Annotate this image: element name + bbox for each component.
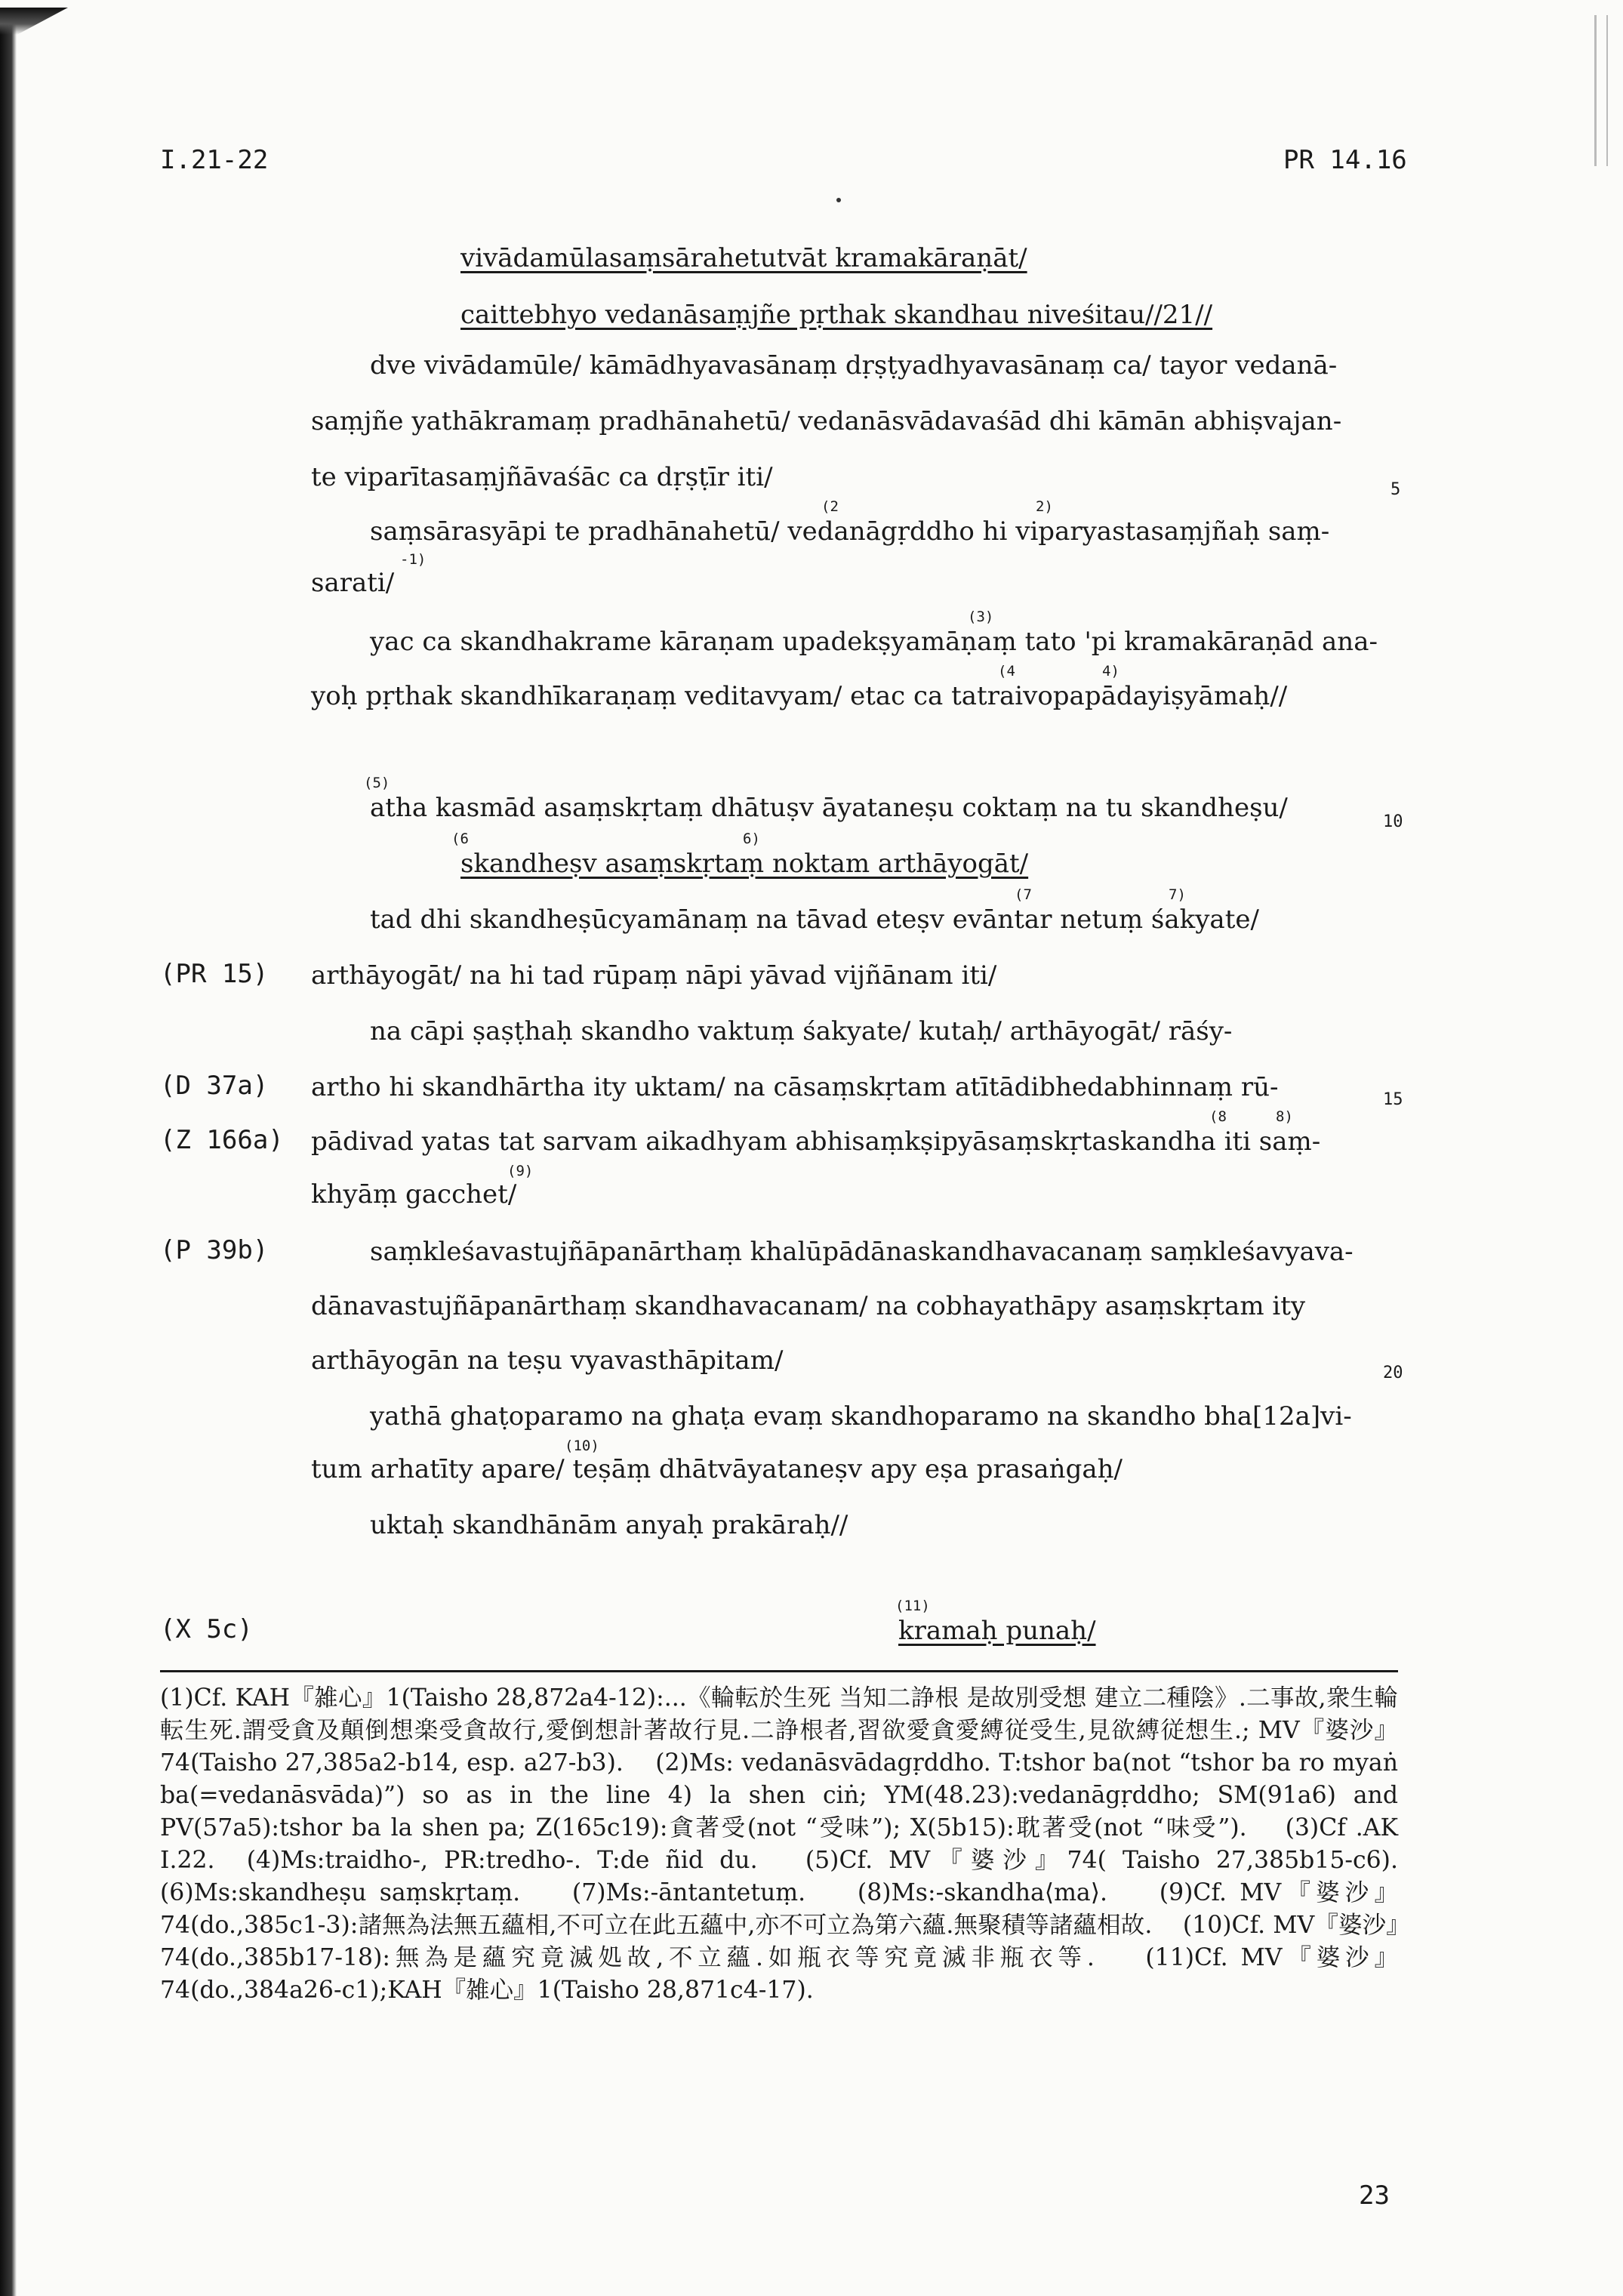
prose-line-8: atha kasmād asaṃskṛtaṃ dhātuṣv āyataneṣu coktaṃ na tu skandheṣu/ [370,793,1288,823]
prose-line-13: pādivad yatas tat sarvam aikadhyam abhisaṃkṣipyāsaṃskṛtaskandha iti saṃ- [311,1126,1321,1157]
line-number-5: 5 [1390,480,1401,499]
footnote-mark-10: (10) [565,1438,599,1454]
footnote-mark-2-close: 2) [1036,498,1053,515]
kramah-punah: kramaḥ punaḥ/ [898,1616,1096,1646]
footnote-mark-2-open: (2 [821,498,839,515]
header-right: PR 14.16 [1283,145,1407,175]
footnote-mark-6-open: (6 [451,831,469,847]
margin-ref-z166a: (Z 166a) [160,1125,284,1155]
line-number-15: 15 [1383,1090,1403,1109]
prose-line-11: na cāpi ṣaṣṭhaḥ skandho vaktuṃ śakyate/ kutaḥ/ arthāyogāt/ rāśy- [370,1016,1233,1046]
prose-line-7: yoḥ pṛthak skandhīkaraṇaṃ veditavyam/ etac ca tatraivopapādayiṣyāmaḥ// [311,681,1288,711]
footnote-mark-5: (5) [364,775,390,791]
prose-line-4: saṃsārasyāpi te pradhānahetū/ vedanāgṛddho hi viparyastasaṃjñaḥ saṃ- [370,516,1330,547]
footnote-mark-9: (9) [507,1163,534,1179]
margin-ref-pr15: (PR 15) [160,959,269,989]
footnote-mark-3: (3) [968,609,994,625]
prose-line-5: sarati/ [311,568,395,598]
prose-line-20: uktaḥ skandhānām anyaḥ prakāraḥ// [370,1510,848,1540]
prose-line-14: khyāṃ gacchet/ [311,1179,517,1210]
prose-line-19: tum arhatīty apare/ teṣāṃ dhātvāyataneṣv apy eṣa prasaṅgaḥ/ [311,1454,1123,1484]
stray-dot [836,198,841,202]
margin-ref-x5c: (X 5c) [160,1614,253,1644]
line-number-20: 20 [1383,1364,1403,1382]
prose-line-3: te viparītasaṃjñāvaśāc ca dṛṣṭīr iti/ [311,462,773,492]
header-left: I.21-22 [160,145,269,175]
margin-ref-p39b: (P 39b) [160,1235,269,1265]
verse-22: skandheṣv asaṃskṛtaṃ noktam arthāyogāt/ [460,849,1029,879]
prose-line-1: dve vivādamūle/ kāmādhyavasānaṃ dṛṣṭyadhyavasānaṃ ca/ tayor vedanā- [370,350,1338,381]
footnotes: (1)Cf. KAH『雑心』1(Taisho 28,872a4-12):...《輪転於生死 当知二諍根 是故別受想 建立二種陰》.二事故,衆生輪転生死.謂受貪及顛倒想楽受貪故行,愛倒想計著故行見.二諍根者,習欲愛貪愛縛従受生,見欲縛従想生.; MV『婆沙』74(Taisho 27,385a2-b14, esp. a27-b3). (2)Ms: vedanāsvādagṛddho. T:tshor ba(not “tshor ba ro myaṅ ba(=vedanāsvāda)”) so as in the line 4) la shen ciṅ; YM(48.23):vedanāgṛddho; SM(91a6) and PV(57a5):tshor ba la shen pa; Z(165c19):貪著受(not “受味”); X(5b15):耽著受(not “味受”). (3)Cf .AK I.22. (4)Ms:traidho-, PR:tredho-. T:de ñid du. (5)Cf. MV『婆沙』74( Taisho 27,385b15-c6). (6)Ms:skandheṣu saṃskṛtaṃ. (7)Ms:-āntantetuṃ. (8)Ms:-skandha⟨ma⟩. (9)Cf. MV『婆沙』74(do.,385c1-3):諸無為法無五蘊相,不可立在此五蘊中,亦不可立為第六蘊.無聚積等諸蘊相故. (10)Cf. MV『婆沙』74(do.,385b17-18):無為是蘊究竟滅処故,不立蘊.如瓶衣等究竟滅非瓶衣等. (11)Cf. MV『婆沙』74(do.,384a26-c1);KAH『雑心』1(Taisho 28,871c4-17). [160,1684,1414,2004]
scan-edge-line [1594,15,1597,166]
page-number: 23 [1359,2180,1390,2211]
footnote-rule [160,1670,1398,1672]
footnote-mark-4-open: (4 [998,663,1015,680]
line-number-10: 10 [1383,812,1403,831]
footnote-mark-8-open: (8 [1209,1108,1227,1125]
binding-corner [0,8,68,35]
prose-line-10: arthāyogāt/ na hi tad rūpaṃ nāpi yāvad vijñānam iti/ [311,960,997,991]
prose-line-9: tad dhi skandheṣūcyamānaṃ na tāvad eteṣv evāntar netuṃ śakyate/ [370,905,1259,935]
prose-line-16: dānavastujñāpanārthaṃ skandhavacanam/ na cobhayathāpy asaṃskṛtam ity [311,1291,1306,1321]
binding-edge [0,15,17,2296]
prose-line-6: yac ca skandhakrame kāraṇam upadekṣyamāṇaṃ tato 'pi kramakāraṇād ana- [370,627,1378,657]
footnote-mark-7-open: (7 [1015,886,1032,903]
verse-21-line-1: vivādamūlasaṃsārahetutvāt kramakāraṇāt/ [460,243,1027,273]
prose-line-2: saṃjñe yathākramaṃ pradhānahetū/ vedanāsvādavaśād dhi kāmān abhiṣvajan- [311,406,1342,436]
prose-line-17: arthāyogān na teṣu vyavasthāpitam/ [311,1345,784,1376]
prose-line-15: saṃkleśavastujñāpanārthaṃ khalūpādānaskandhavacanaṃ saṃkleśavyava- [370,1237,1354,1267]
footnote-mark-1: -1) [400,551,427,568]
footnote-mark-7-close: 7) [1169,886,1186,903]
verse-21-line-2: caittebhyo vedanāsaṃjñe pṛthak skandhau niveśitau//21// [460,300,1213,330]
prose-line-18: yathā ghaṭoparamo na ghaṭa evaṃ skandhoparamo na skandho bha[12a]vi- [370,1401,1352,1432]
footnote-mark-8-close: 8) [1276,1108,1293,1125]
footnote-mark-11: (11) [895,1598,930,1614]
footnote-mark-6-close: 6) [743,831,760,847]
prose-line-12: artho hi skandhārtha ity uktam/ na cāsaṃskṛtam atītādibhedabhinnaṃ rū- [311,1072,1279,1102]
margin-ref-d37a: (D 37a) [160,1071,269,1101]
footnote-mark-4-close: 4) [1102,663,1119,680]
scan-edge-line-2 [1606,15,1608,166]
